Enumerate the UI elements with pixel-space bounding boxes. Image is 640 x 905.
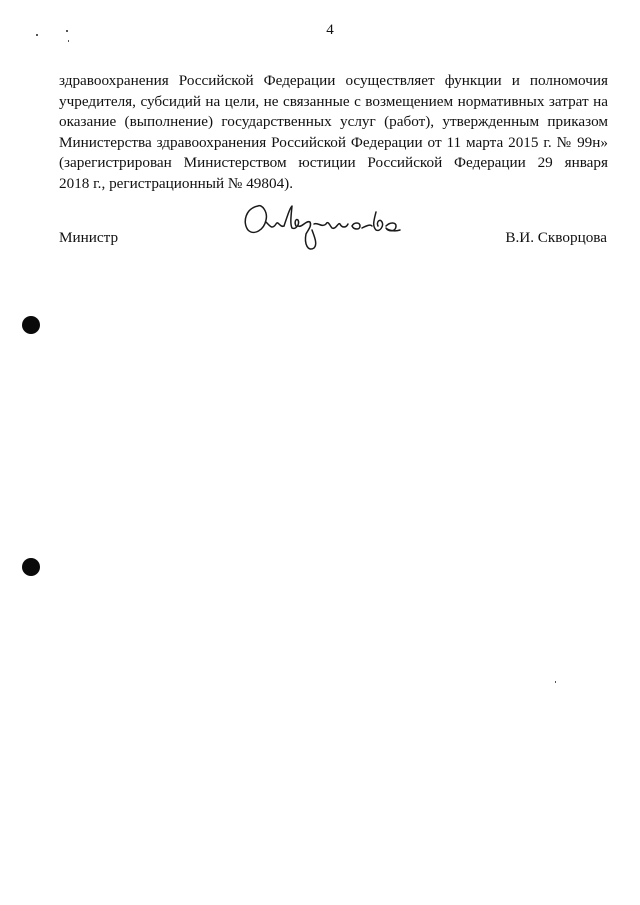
punch-hole-icon <box>22 558 40 576</box>
signatory-name: В.И. Скворцова <box>505 229 607 246</box>
scan-speck <box>555 681 556 683</box>
body-paragraph <box>59 71 608 194</box>
paragraph-line: Министерства здравоохранения Российской Федерации от 11 марта 2015 г. № 99н» <box>59 133 608 151</box>
paragraph-line: 2018 г., регистрационный № 49804). <box>59 174 294 192</box>
punch-hole-icon <box>22 316 40 334</box>
paragraph-line: (зарегистрирован Министерством юстиции Российской Федерации 29 января <box>59 154 608 171</box>
page-number: 4 <box>326 22 334 38</box>
paragraph-line: здравоохранения Российской Федерации осуществляет функции и полномочия <box>59 72 608 89</box>
signatory-role: Министр <box>59 229 119 246</box>
scan-speck <box>68 40 69 42</box>
scan-speck <box>66 30 68 32</box>
paragraph-line: учредителя, субсидий на цели, не связанные с возмещением нормативных затрат на <box>59 92 608 110</box>
scan-speck <box>36 34 38 36</box>
handwritten-signature <box>236 200 416 260</box>
paragraph-line: оказание (выполнение) государственных услуг (работ), утвержденным приказом <box>59 113 608 130</box>
